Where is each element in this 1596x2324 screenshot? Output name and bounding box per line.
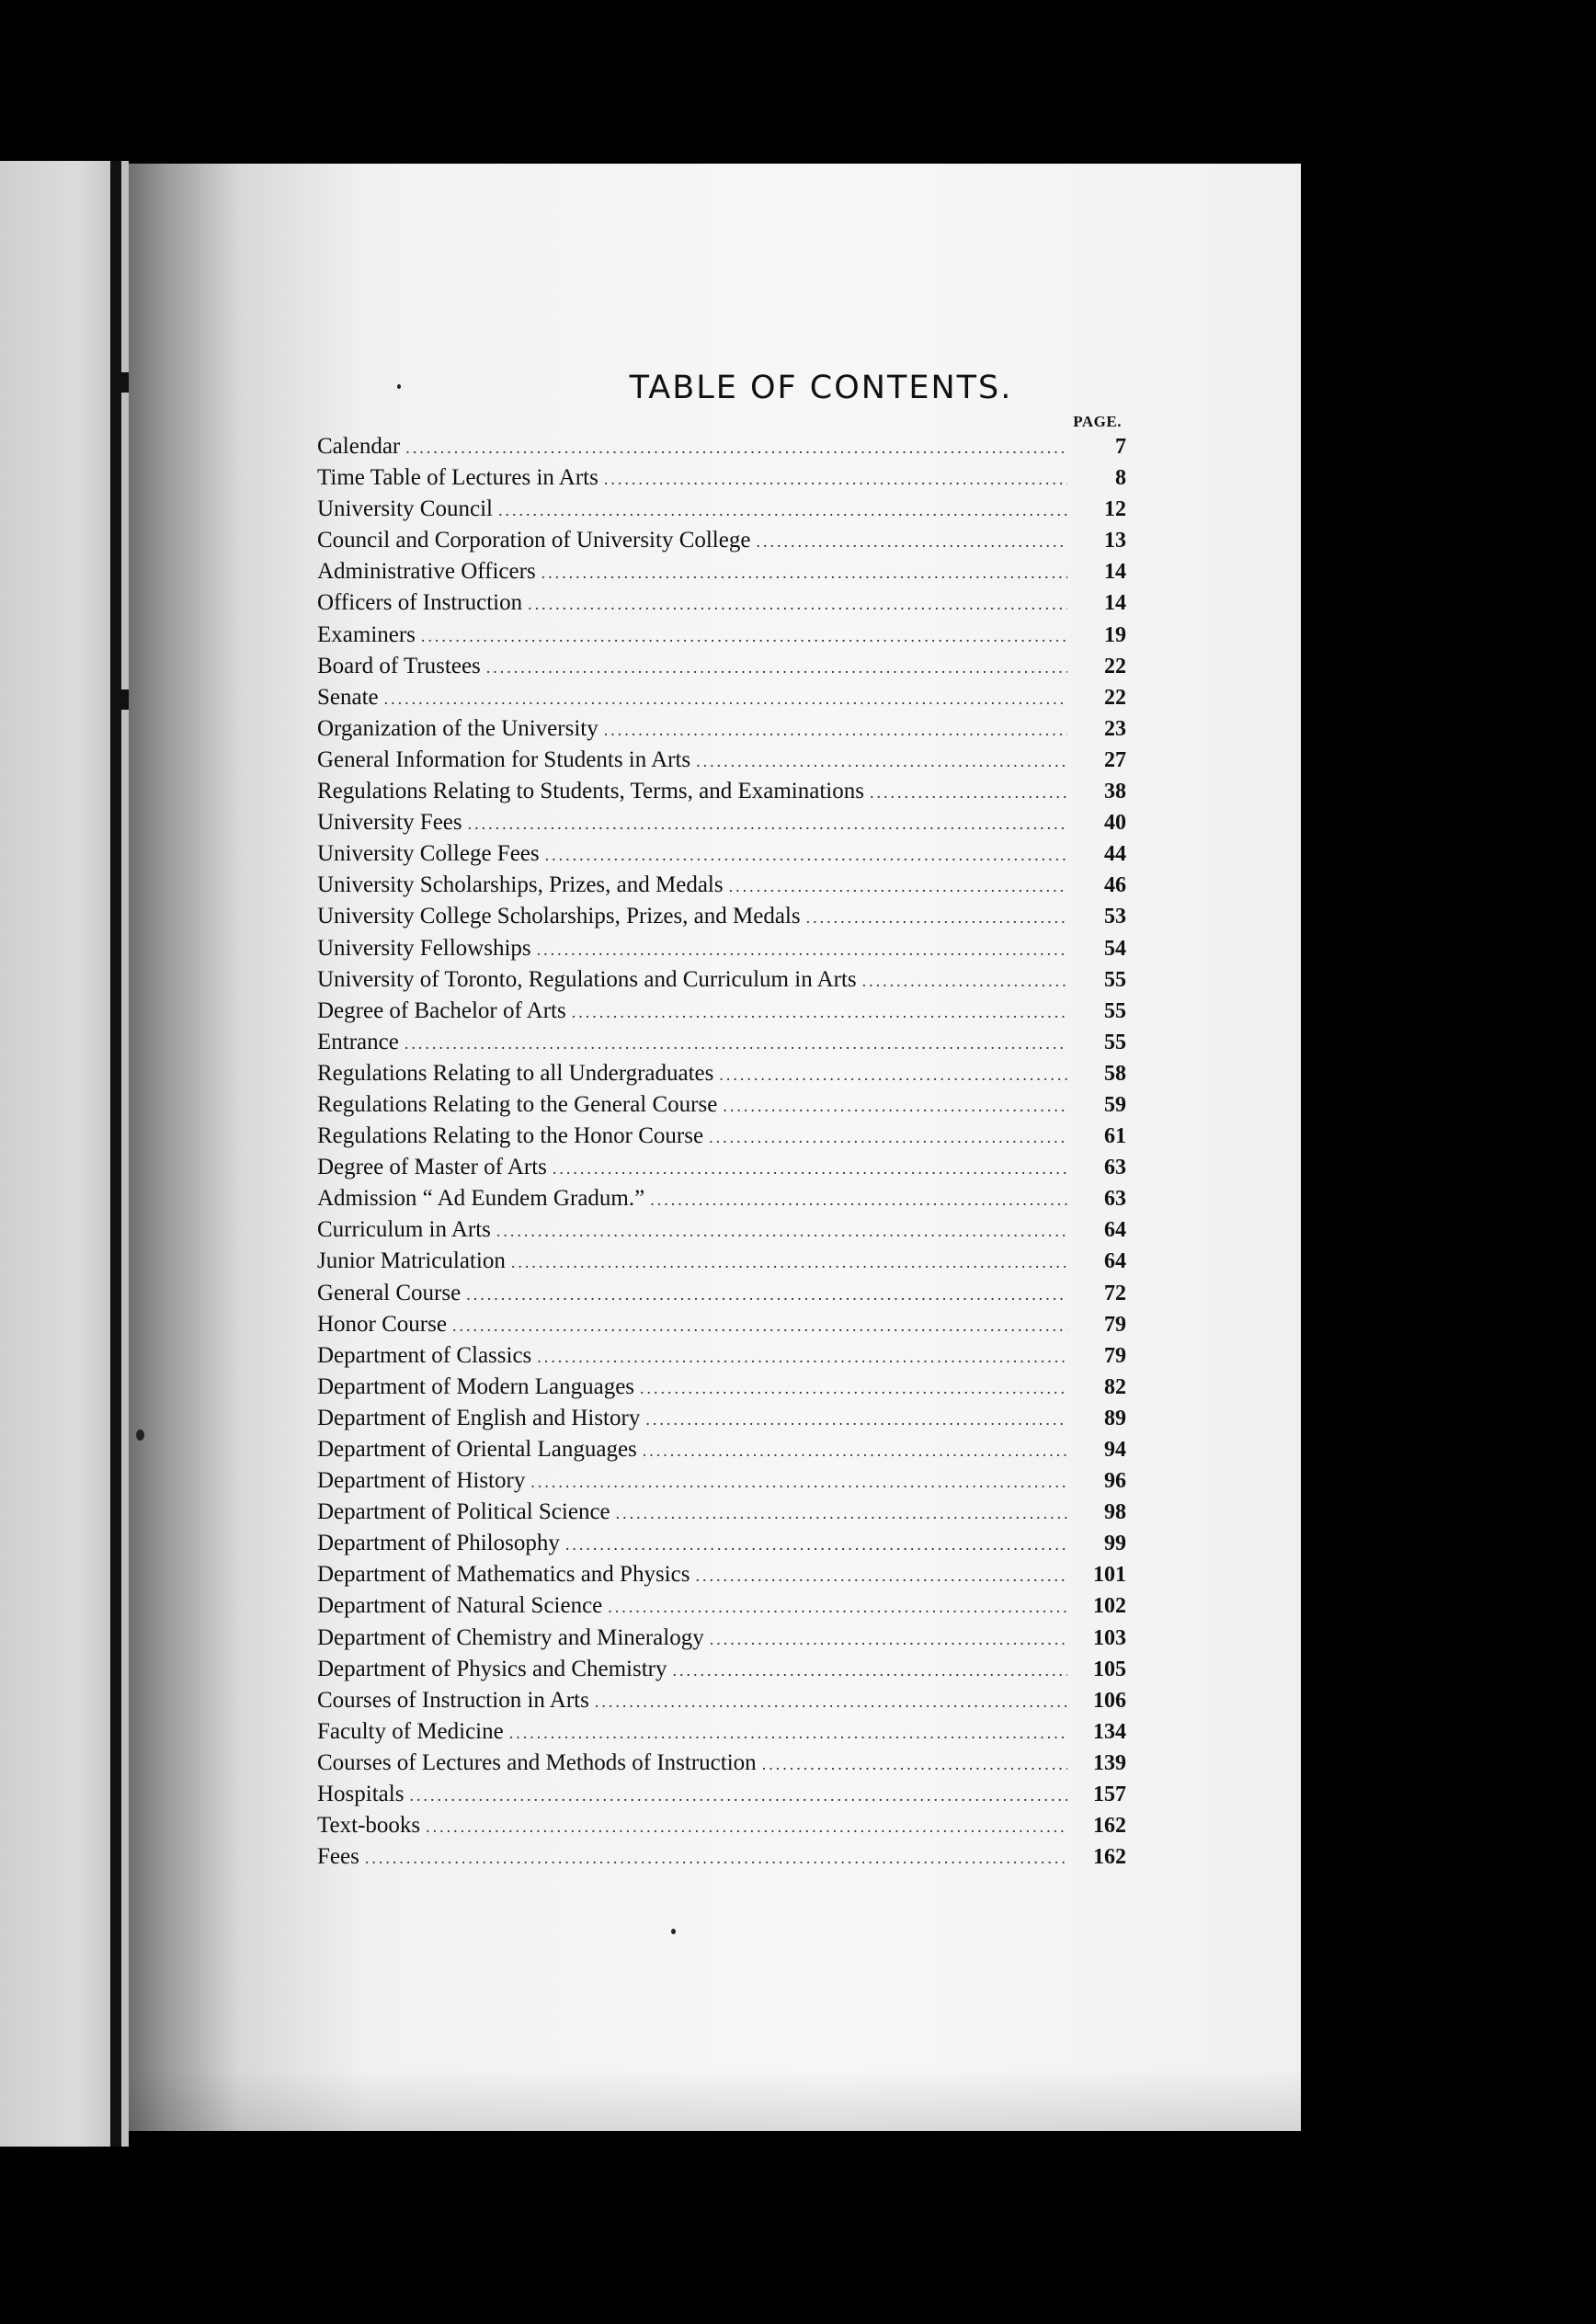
toc-entry: [317, 465, 1126, 496]
toc-entry-page-number: 14: [1104, 560, 1126, 585]
toc-entry: [317, 747, 1126, 779]
toc-entry-title: Organization of the University: [317, 715, 598, 741]
toc-entry-page-number: 139: [1093, 1750, 1126, 1775]
toc-entry-title: Regulations Relating to all Undergraduates: [317, 1060, 714, 1086]
dot-leader: [565, 1535, 1067, 1555]
toc-entry-page-number: 106: [1093, 1688, 1126, 1713]
dot-leader: [723, 1097, 1067, 1116]
toc-entry: [317, 1719, 1126, 1750]
toc-entry: [317, 779, 1126, 810]
toc-entry-page-number: 101: [1093, 1563, 1126, 1588]
toc-entry-title: Officers of Instruction: [317, 590, 523, 616]
toc-entry-page-number: 94: [1104, 1438, 1126, 1462]
dot-leader: [604, 470, 1067, 489]
toc-entry-page-number: 22: [1104, 685, 1126, 710]
toc-entry-title: Text-books: [317, 1813, 421, 1839]
dot-leader: [542, 564, 1067, 583]
toc-entry-page-number: 79: [1104, 1343, 1126, 1368]
page-bottom-shadow: [129, 2068, 1301, 2133]
facing-page-edge: [0, 161, 129, 2147]
toc-entry-page-number: 55: [1104, 998, 1126, 1023]
toc-entry-page-number: 98: [1104, 1500, 1126, 1525]
dot-leader: [643, 1441, 1067, 1461]
toc-entry-title: University of Toronto, Regulations and Curriculum in Arts: [317, 966, 857, 992]
toc-entry-page-number: 64: [1104, 1218, 1126, 1243]
dot-leader: [509, 1724, 1067, 1743]
toc-entry: [317, 1625, 1126, 1657]
dot-leader: [862, 972, 1067, 991]
toc-entry-page-number: 89: [1104, 1406, 1126, 1430]
table-of-contents: [317, 434, 1126, 1875]
dot-leader: [673, 1661, 1068, 1680]
toc-entry-title: University College Fees: [317, 841, 540, 867]
book-gutter: [110, 161, 121, 2147]
toc-entry-title: Regulations Relating to the General Course: [317, 1091, 718, 1117]
toc-entry: [317, 1061, 1126, 1092]
toc-entry-title: Fees: [317, 1844, 359, 1870]
toc-entry: [317, 496, 1126, 528]
toc-entry: [317, 1092, 1126, 1123]
dot-leader: [710, 1630, 1067, 1649]
toc-entry: [317, 998, 1126, 1030]
dot-leader: [452, 1316, 1067, 1336]
toc-entry: [317, 1531, 1126, 1562]
dot-leader: [466, 1285, 1067, 1304]
dot-leader: [426, 1817, 1067, 1837]
toc-entry-page-number: 99: [1104, 1532, 1126, 1556]
dot-leader: [486, 658, 1067, 678]
toc-entry-page-number: 103: [1093, 1625, 1126, 1650]
toc-entry: [317, 685, 1126, 716]
toc-entry: [317, 1782, 1126, 1813]
toc-entry-page-number: 40: [1104, 811, 1126, 836]
toc-entry-title: Department of Physics and Chemistry: [317, 1656, 667, 1681]
toc-entry-title: University College Scholarships, Prizes, and Medals: [317, 904, 801, 929]
toc-entry: [317, 590, 1126, 621]
dot-leader: [608, 1598, 1067, 1617]
toc-entry: [317, 1657, 1126, 1688]
toc-entry-page-number: 44: [1104, 842, 1126, 867]
ink-speck: [136, 1430, 144, 1441]
toc-entry-title: Department of History: [317, 1468, 526, 1494]
toc-entry-page-number: 23: [1104, 716, 1126, 741]
toc-entry-title: Department of Chemistry and Mineralogy: [317, 1624, 704, 1650]
toc-entry-page-number: 157: [1093, 1783, 1126, 1807]
dot-leader: [409, 1786, 1067, 1806]
toc-entry-page-number: 96: [1104, 1469, 1126, 1494]
toc-entry-page-number: 13: [1104, 529, 1126, 553]
dot-leader: [696, 752, 1067, 771]
dot-leader: [405, 1034, 1067, 1054]
toc-entry-title: Degree of Bachelor of Arts: [317, 997, 566, 1023]
toc-entry: [317, 716, 1126, 747]
toc-entry-title: Department of Mathematics and Physics: [317, 1562, 690, 1588]
dot-leader: [719, 1065, 1067, 1085]
toc-entry-page-number: 82: [1104, 1374, 1126, 1399]
toc-entry-title: Senate: [317, 684, 379, 710]
toc-entry: [317, 1499, 1126, 1531]
toc-entry-title: Junior Matriculation: [317, 1248, 506, 1274]
toc-entry: [317, 1562, 1126, 1593]
toc-entry-title: University Council: [317, 496, 493, 522]
dot-leader: [572, 1003, 1067, 1022]
toc-entry-page-number: 79: [1104, 1312, 1126, 1337]
toc-entry-title: Board of Trustees: [317, 653, 481, 678]
toc-entry: [317, 1343, 1126, 1374]
toc-entry-title: Department of Classics: [317, 1342, 532, 1368]
toc-entry-page-number: 162: [1093, 1845, 1126, 1870]
toc-entry: [317, 872, 1126, 904]
toc-entry-title: Examiners: [317, 621, 416, 647]
dot-leader: [498, 501, 1067, 520]
toc-entry-title: Department of English and History: [317, 1405, 641, 1430]
dot-leader: [530, 1473, 1067, 1492]
toc-entry-page-number: 19: [1104, 622, 1126, 647]
toc-entry: [317, 1468, 1126, 1499]
toc-entry-title: Department of Political Science: [317, 1499, 610, 1525]
dot-leader: [756, 532, 1067, 552]
toc-entry-page-number: 46: [1104, 873, 1126, 898]
toc-entry: [317, 1844, 1126, 1875]
toc-entry: [317, 654, 1126, 685]
toc-entry-page-number: 59: [1104, 1092, 1126, 1117]
toc-entry: [317, 1281, 1126, 1312]
toc-entry-page-number: 7: [1115, 435, 1126, 459]
toc-entry-title: University Scholarships, Prizes, and Medals: [317, 872, 724, 898]
toc-entry-title: Courses of Instruction in Arts: [317, 1687, 589, 1713]
dot-leader: [545, 846, 1067, 865]
dot-leader: [616, 1504, 1067, 1523]
dot-leader: [709, 1128, 1067, 1147]
toc-entry-title: General Course: [317, 1280, 462, 1305]
toc-entry-page-number: 64: [1104, 1249, 1126, 1274]
toc-entry-page-number: 53: [1104, 905, 1126, 929]
dot-leader: [650, 1190, 1067, 1210]
dot-leader: [537, 1348, 1067, 1367]
toc-entry: [317, 1155, 1126, 1186]
dot-leader: [468, 815, 1067, 834]
toc-entry: [317, 967, 1126, 998]
toc-entry-title: Time Table of Lectures in Arts: [317, 465, 598, 491]
toc-entry-page-number: 12: [1104, 497, 1126, 522]
dot-leader: [405, 439, 1067, 458]
toc-entry-title: Council and Corporation of University College: [317, 528, 751, 553]
toc-entry-title: Department of Oriental Languages: [317, 1437, 637, 1462]
dot-leader: [762, 1755, 1067, 1774]
dot-leader: [496, 1222, 1067, 1241]
toc-entry: [317, 434, 1126, 465]
toc-entry: [317, 1437, 1126, 1468]
toc-entry: [317, 1688, 1126, 1719]
dot-leader: [384, 689, 1067, 709]
toc-entry-title: Degree of Master of Arts: [317, 1155, 547, 1180]
toc-entry-page-number: 8: [1115, 466, 1126, 491]
dot-leader: [870, 783, 1067, 803]
toc-entry: [317, 528, 1126, 559]
page-column-label: PAGE.: [1073, 413, 1122, 430]
toc-entry: [317, 1217, 1126, 1248]
toc-entry: [317, 1123, 1126, 1155]
toc-entry: [317, 1374, 1126, 1406]
dot-leader: [695, 1566, 1067, 1586]
toc-entry-page-number: 54: [1104, 936, 1126, 961]
toc-entry-page-number: 63: [1104, 1187, 1126, 1212]
toc-entry-title: University Fees: [317, 810, 462, 836]
toc-entry-page-number: 134: [1093, 1719, 1126, 1744]
toc-entry-title: Department of Natural Science: [317, 1593, 603, 1619]
toc-entry: [317, 1312, 1126, 1343]
toc-entry-title: Courses of Lectures and Methods of Instruction: [317, 1749, 757, 1775]
dot-leader: [729, 877, 1067, 896]
dot-leader: [640, 1379, 1067, 1398]
toc-entry-page-number: 61: [1104, 1124, 1126, 1149]
toc-entry-page-number: 27: [1104, 747, 1126, 772]
toc-entry-page-number: 162: [1093, 1814, 1126, 1839]
toc-entry-title: Faculty of Medicine: [317, 1718, 504, 1744]
toc-entry-title: Calendar: [317, 434, 401, 459]
toc-entry-page-number: 55: [1104, 1030, 1126, 1054]
toc-entry-title: Regulations Relating to Students, Terms, and Examinations: [317, 779, 864, 804]
dot-leader: [365, 1849, 1067, 1868]
toc-entry: [317, 1030, 1126, 1061]
dot-leader: [806, 908, 1067, 928]
dot-leader: [528, 595, 1067, 614]
toc-entry-page-number: 102: [1093, 1594, 1126, 1619]
dot-leader: [537, 940, 1067, 960]
toc-entry: [317, 559, 1126, 590]
dot-leader: [645, 1410, 1067, 1430]
toc-entry: [317, 1750, 1126, 1782]
toc-entry: [317, 810, 1126, 841]
toc-entry: [317, 936, 1126, 967]
toc-entry: [317, 1248, 1126, 1280]
toc-entry: [317, 1593, 1126, 1624]
toc-entry-title: General Information for Students in Arts: [317, 746, 691, 772]
toc-entry-page-number: 22: [1104, 654, 1126, 678]
dot-leader: [595, 1692, 1067, 1712]
toc-entry: [317, 1813, 1126, 1844]
toc-entry-page-number: 55: [1104, 967, 1126, 992]
ink-speck: [671, 1929, 676, 1934]
toc-entry-title: Curriculum in Arts: [317, 1217, 491, 1243]
toc-entry: [317, 841, 1126, 872]
toc-entry-title: Department of Philosophy: [317, 1531, 560, 1556]
dot-leader: [421, 627, 1067, 646]
dot-leader: [604, 721, 1067, 740]
toc-entry-title: Department of Modern Languages: [317, 1373, 635, 1399]
toc-entry-page-number: 38: [1104, 780, 1126, 804]
toc-entry-page-number: 63: [1104, 1156, 1126, 1180]
toc-entry-page-number: 14: [1104, 591, 1126, 616]
toc-entry-title: Regulations Relating to the Honor Course: [317, 1123, 704, 1149]
toc-entry-title: Administrative Officers: [317, 559, 536, 585]
toc-entry-title: Hospitals: [317, 1782, 405, 1807]
toc-entry-title: Entrance: [317, 1029, 399, 1054]
page-title: TABLE OF CONTENTS.: [629, 370, 1013, 406]
toc-entry: [317, 1406, 1126, 1437]
dot-leader: [511, 1253, 1067, 1272]
toc-entry-title: University Fellowships: [317, 935, 531, 961]
toc-entry-title: Honor Course: [317, 1311, 447, 1337]
toc-entry: [317, 904, 1126, 935]
toc-entry-title: Admission “ Ad Eundem Gradum.”: [317, 1186, 645, 1212]
toc-entry-page-number: 105: [1093, 1657, 1126, 1681]
dot-leader: [553, 1159, 1067, 1179]
toc-entry-page-number: 72: [1104, 1281, 1126, 1305]
toc-entry-page-number: 58: [1104, 1061, 1126, 1086]
toc-entry: [317, 622, 1126, 654]
toc-entry: [317, 1186, 1126, 1217]
